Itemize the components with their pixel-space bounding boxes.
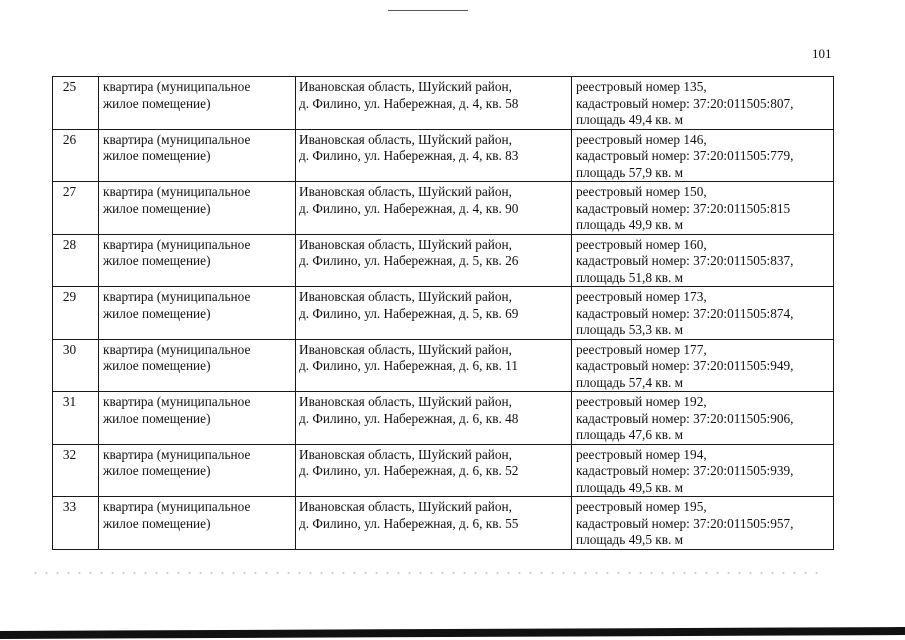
table-row bbox=[53, 182, 834, 235]
address-line: д. Филино, ул. Набережная, д. 6, кв. 55 bbox=[299, 515, 519, 531]
property-type-line: жилое помещение) bbox=[103, 410, 211, 426]
registry-details-line: площадь 49,4 кв. м bbox=[576, 112, 684, 127]
address-line: Ивановская область, Шуйский район, bbox=[299, 131, 512, 147]
property-type-line: квартира (муниципальное bbox=[103, 184, 251, 199]
registry-details-line: реестровый номер 173, bbox=[576, 289, 707, 304]
property-type-line: жилое помещение) bbox=[103, 515, 211, 531]
property-type-line: жилое помещение) bbox=[103, 253, 211, 268]
registry-details-cell bbox=[572, 497, 834, 550]
row-number-cell: 31 bbox=[53, 392, 99, 445]
address-cell bbox=[296, 339, 572, 392]
registry-details-line: площадь 49,5 кв. м bbox=[576, 532, 684, 547]
registry-details-line: реестровый номер 194, bbox=[576, 446, 707, 462]
address-line: Ивановская область, Шуйский район, bbox=[299, 184, 512, 199]
property-type-line: жилое помещение) bbox=[103, 305, 211, 321]
address-line: Ивановская область, Шуйский район, bbox=[299, 499, 512, 514]
registry-details-line: кадастровый номер: 37:20:011505:807, bbox=[576, 95, 794, 111]
table-row bbox=[53, 287, 834, 340]
registry-details-line: площадь 53,3 кв. м bbox=[576, 322, 684, 337]
property-type-line: квартира (муниципальное bbox=[103, 79, 251, 94]
property-type-cell bbox=[99, 234, 296, 287]
registry-details-line: площадь 57,4 кв. м bbox=[576, 374, 684, 390]
header-rule bbox=[388, 10, 468, 11]
registry-details-line: реестровый номер 160, bbox=[576, 236, 707, 252]
registry-details-line: площадь 49,5 кв. м bbox=[576, 479, 684, 495]
address-cell bbox=[296, 182, 572, 235]
registry-details-line: кадастровый номер: 37:20:011505:939, bbox=[576, 463, 794, 478]
property-type-line: квартира (муниципальное bbox=[103, 341, 251, 357]
registry-details-cell bbox=[572, 339, 834, 392]
registry-details-line: реестровый номер 146, bbox=[576, 131, 707, 147]
address-cell bbox=[296, 129, 572, 182]
address-cell bbox=[296, 392, 572, 445]
address-line: Ивановская область, Шуйский район, bbox=[299, 79, 512, 94]
registry-details-line: кадастровый номер: 37:20:011505:957, bbox=[576, 515, 794, 531]
address-line: Ивановская область, Шуйский район, bbox=[299, 236, 512, 252]
registry-details-line: кадастровый номер: 37:20:011505:837, bbox=[576, 253, 794, 268]
row-number-cell: 25 bbox=[53, 77, 99, 130]
property-type-line: жилое помещение) bbox=[103, 463, 211, 478]
property-type-line: квартира (муниципальное bbox=[103, 394, 251, 409]
address-line: д. Филино, ул. Набережная, д. 6, кв. 48 bbox=[299, 410, 519, 426]
registry-details-cell bbox=[572, 129, 834, 182]
address-line: д. Филино, ул. Набережная, д. 6, кв. 11 bbox=[299, 358, 518, 373]
registry-details-cell bbox=[572, 77, 834, 130]
registry-details-cell bbox=[572, 182, 834, 235]
address-cell bbox=[296, 287, 572, 340]
registry-details-line: площадь 51,8 кв. м bbox=[576, 269, 684, 285]
address-line: д. Филино, ул. Набережная, д. 5, кв. 26 bbox=[299, 253, 519, 268]
registry-details-line: реестровый номер 195, bbox=[576, 499, 707, 514]
scan-artifact-dots bbox=[30, 570, 820, 576]
row-number-cell: 27 bbox=[53, 182, 99, 235]
registry-details-line: кадастровый номер: 37:20:011505:906, bbox=[576, 410, 794, 426]
property-type-line: квартира (муниципальное bbox=[103, 289, 251, 304]
registry-details-line: реестровый номер 192, bbox=[576, 394, 707, 409]
registry-details-line: кадастровый номер: 37:20:011505:779, bbox=[576, 148, 794, 163]
address-line: Ивановская область, Шуйский район, bbox=[299, 341, 512, 357]
registry-details-line: площадь 57,9 кв. м bbox=[576, 164, 684, 180]
property-type-line: жилое помещение) bbox=[103, 358, 211, 373]
row-number-cell: 28 bbox=[53, 234, 99, 287]
property-type-line: жилое помещение) bbox=[103, 95, 211, 111]
registry-table-body bbox=[53, 77, 834, 550]
address-cell bbox=[296, 77, 572, 130]
property-registry-table bbox=[52, 76, 834, 550]
property-type-line: квартира (муниципальное bbox=[103, 236, 251, 252]
row-number-cell: 33 bbox=[53, 497, 99, 550]
address-line: Ивановская область, Шуйский район, bbox=[299, 289, 512, 304]
registry-details-line: реестровый номер 150, bbox=[576, 184, 707, 199]
property-type-cell bbox=[99, 182, 296, 235]
registry-details-cell bbox=[572, 392, 834, 445]
table-row bbox=[53, 234, 834, 287]
row-number-cell: 26 bbox=[53, 129, 99, 182]
table-row bbox=[53, 497, 834, 550]
property-type-cell bbox=[99, 444, 296, 497]
scan-edge-bar bbox=[0, 627, 905, 639]
property-type-line: жилое помещение) bbox=[103, 200, 211, 216]
property-type-line: квартира (муниципальное bbox=[103, 131, 251, 147]
property-type-cell bbox=[99, 77, 296, 130]
registry-details-line: кадастровый номер: 37:20:011505:874, bbox=[576, 305, 794, 321]
property-type-cell bbox=[99, 129, 296, 182]
address-cell bbox=[296, 234, 572, 287]
registry-details-cell bbox=[572, 287, 834, 340]
address-line: Ивановская область, Шуйский район, bbox=[299, 446, 512, 462]
table-row bbox=[53, 129, 834, 182]
registry-details-line: кадастровый номер: 37:20:011505:815 bbox=[576, 200, 791, 216]
registry-details-line: площадь 49,9 кв. м bbox=[576, 217, 684, 232]
row-number-cell: 29 bbox=[53, 287, 99, 340]
registry-details-line: реестровый номер 177, bbox=[576, 341, 707, 357]
address-cell bbox=[296, 444, 572, 497]
address-line: д. Филино, ул. Набережная, д. 4, кв. 90 bbox=[299, 200, 519, 216]
registry-details-cell bbox=[572, 444, 834, 497]
address-cell bbox=[296, 497, 572, 550]
registry-details-line: площадь 47,6 кв. м bbox=[576, 427, 684, 442]
table-row bbox=[53, 392, 834, 445]
table-row bbox=[53, 339, 834, 392]
property-type-cell bbox=[99, 339, 296, 392]
address-line: д. Филино, ул. Набережная, д. 6, кв. 52 bbox=[299, 463, 519, 478]
row-number-cell: 32 bbox=[53, 444, 99, 497]
property-type-line: жилое помещение) bbox=[103, 148, 211, 163]
page-number: 101 bbox=[812, 46, 832, 61]
property-type-line: квартира (муниципальное bbox=[103, 446, 251, 462]
address-line: д. Филино, ул. Набережная, д. 4, кв. 83 bbox=[299, 148, 519, 163]
registry-details-cell bbox=[572, 234, 834, 287]
row-number-cell: 30 bbox=[53, 339, 99, 392]
address-line: д. Филино, ул. Набережная, д. 5, кв. 69 bbox=[299, 305, 519, 321]
property-type-cell bbox=[99, 497, 296, 550]
property-type-cell bbox=[99, 287, 296, 340]
address-line: д. Филино, ул. Набережная, д. 4, кв. 58 bbox=[299, 95, 519, 111]
registry-details-line: реестровый номер 135, bbox=[576, 79, 707, 94]
table-row bbox=[53, 444, 834, 497]
registry-details-line: кадастровый номер: 37:20:011505:949, bbox=[576, 358, 794, 373]
table-row bbox=[53, 77, 834, 130]
property-type-cell bbox=[99, 392, 296, 445]
property-type-line: квартира (муниципальное bbox=[103, 499, 251, 514]
address-line: Ивановская область, Шуйский район, bbox=[299, 394, 512, 409]
